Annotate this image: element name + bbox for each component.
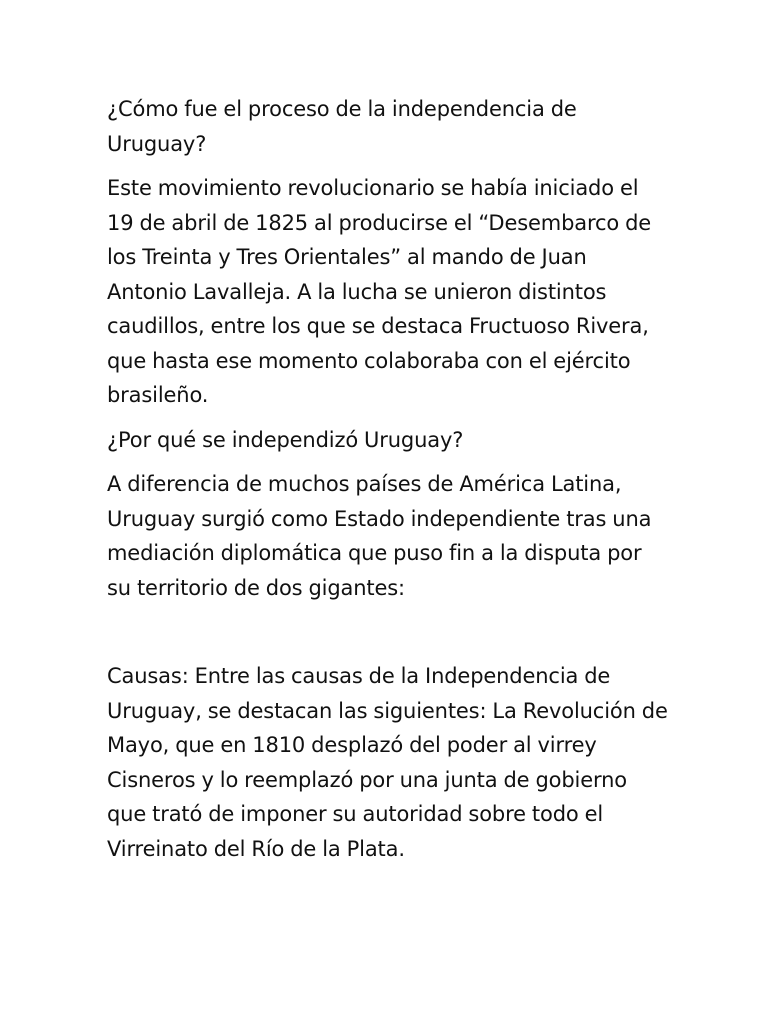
text-line: su territorio de dos gigantes: (107, 575, 405, 600)
text-line: ¿Por qué se independizó Uruguay? (107, 427, 464, 452)
text-line: Cisneros y lo reemplazó por una junta de gobierno (107, 767, 627, 792)
text-line: Uruguay surgió como Estado independiente tras una (107, 506, 652, 531)
text-line: Causas: Entre las causas de la Independencia de (107, 664, 611, 688)
question-heading-why (107, 423, 708, 458)
paragraph-difference (107, 467, 708, 605)
text-line: los Treinta y Tres Orientales” al mando de Juan (107, 245, 587, 269)
text-line: Este movimiento revolucionario se había iniciado el (107, 176, 639, 200)
text-line: Antonio Lavalleja. A la lucha se unieron distintos (107, 279, 607, 304)
text-line: que hasta ese momento colaboraba con el ejército (107, 348, 631, 373)
text-line: Virreinato del Río de la Plata. (107, 836, 405, 861)
text-line: ¿Cómo fue el proceso de la independencia de (107, 97, 577, 121)
text-line: mediación diplomática que puso fin a la disputa por (107, 541, 642, 565)
text-line: que trató de imponer su autoridad sobre todo el (107, 802, 604, 826)
text-line: Mayo, que en 1810 desplazó del poder al virrey (107, 733, 597, 757)
paragraph-movement (107, 171, 708, 413)
text-line: Uruguay, se destacan las siguientes: La Revolución de (107, 698, 668, 723)
blank-spacer (107, 615, 708, 659)
text-line: 19 de abril de 1825 al producirse el “Desembarco de (107, 210, 652, 235)
text-line: brasileño. (107, 383, 209, 407)
paragraph-causes (107, 659, 708, 866)
text-line: Uruguay? (107, 131, 207, 156)
question-heading-process (107, 92, 708, 161)
text-line: A diferencia de muchos países de América Latina, (107, 472, 622, 496)
text-line: caudillos, entre los que se destaca Fructuoso Rivera, (107, 314, 649, 338)
